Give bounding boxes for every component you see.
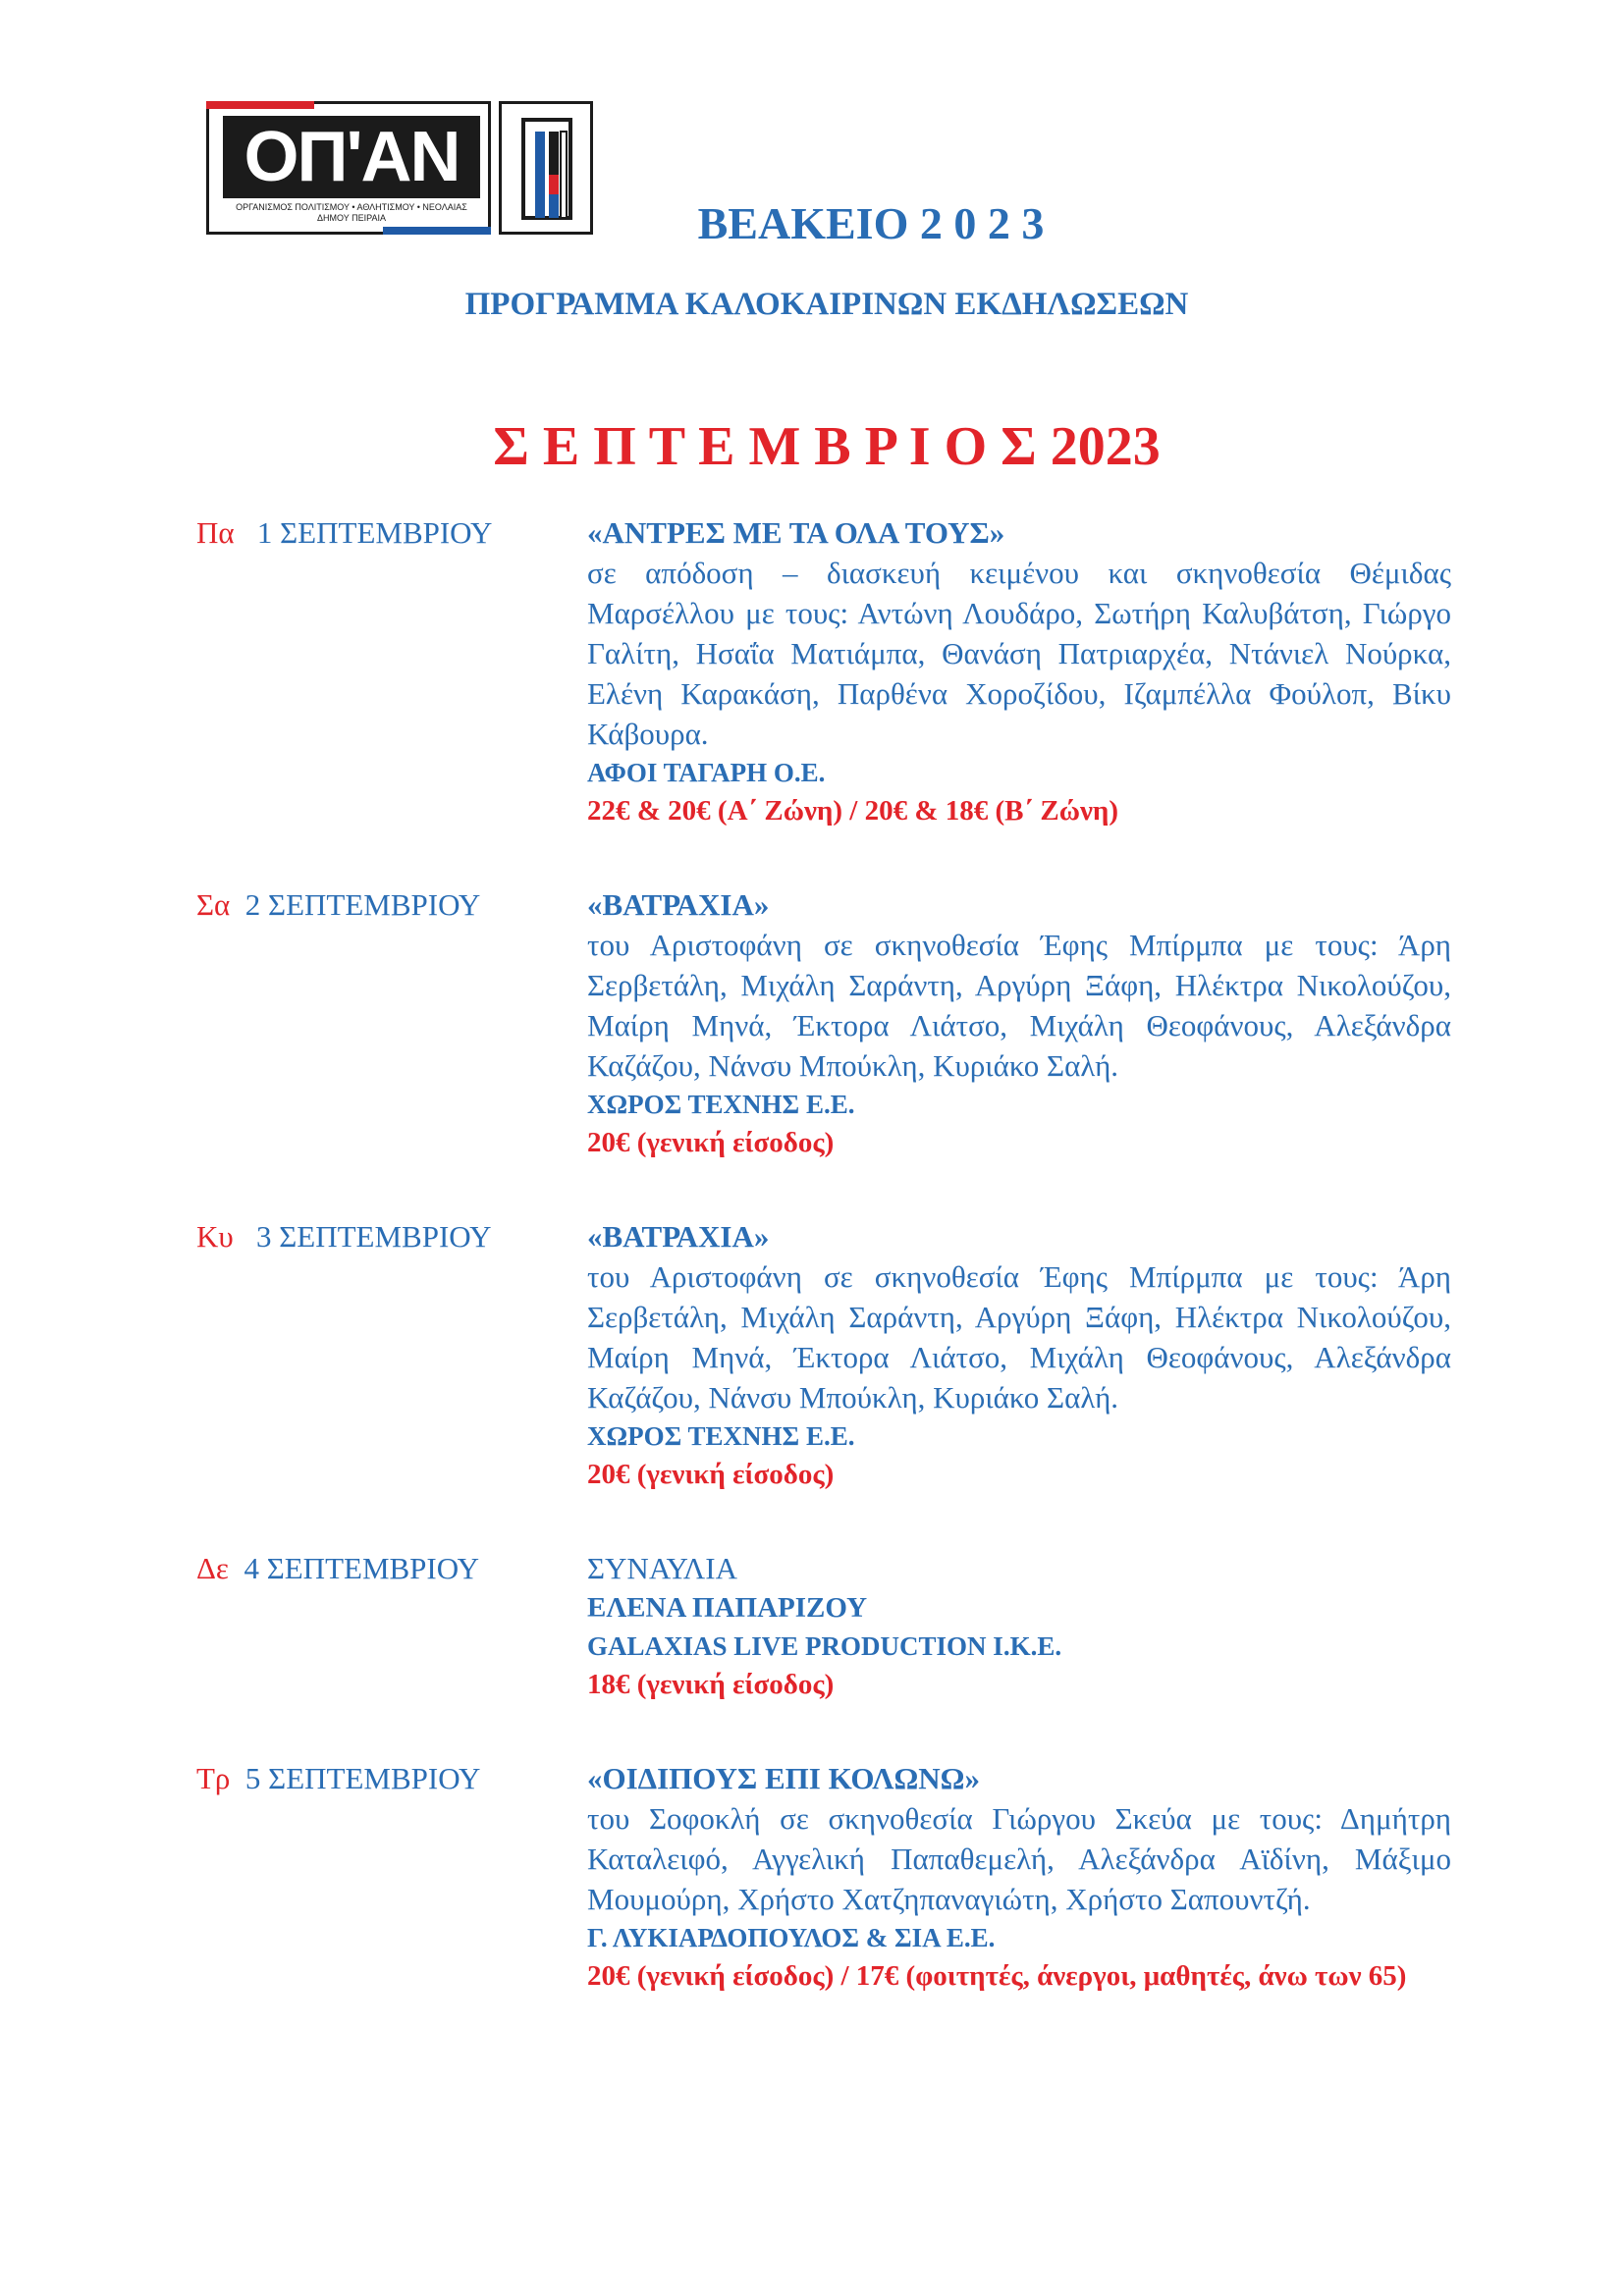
logo-red-accent xyxy=(206,101,314,109)
event-list xyxy=(196,512,1453,2050)
event-date xyxy=(196,512,587,830)
event-description: του Αριστοφάνη σε σκηνοθεσία Έφης Μπίρμπα με τους: Άρη Σερβετάλη, Μιχάλη Σαράντη, Αργύρη Ξάφη, Ηλέκτρα Νικολούζου, Μαίρη Μηνά, Έκτορα Λιάτσο, Μιχάλη Θεοφάνους, Αλεξάνδρα Καζάζου, Νάνσυ Μπούκλη, Κυριάκο Σαλή. xyxy=(587,928,1451,1083)
event-date xyxy=(196,1758,587,1996)
event-details xyxy=(587,884,1451,1162)
event-title: ΣΥΝΑΥΛΙΑ xyxy=(587,1551,737,1585)
event-description: σε απόδοση – διασκευή κειμένου και σκηνοθεσία Θέμιδας Μαρσέλλου με τους: Αντώνη Λουδάρο, Σωτήρη Καλυβάτση, Γιώργο Γαλίτη, Ησαΐα Ματιάμπα, Θανάση Πατριαρχέα, Ντάνιελ Νούρκα, Ελένη Καρακάση, Παρθένα Χοροζίδου, Ιζαμπέλλα Φούλοπ, Βίκυ Κάβουρα. xyxy=(587,556,1451,751)
event-performer: ΕΛΕΝΑ ΠΑΠΑΡΙΖΟΥ xyxy=(587,1592,868,1624)
event-title: «ΑΝΤΡΕΣ ΜΕ ΤΑ ΟΛΑ ΤΟΥΣ» xyxy=(587,515,1005,550)
event-day-of-week: Κυ xyxy=(196,1219,234,1254)
event-price: 20€ (γενική είσοδος) xyxy=(587,1127,835,1158)
event-producer: ΑΦΟΙ ΤΑΓΑΡΗ Ο.Ε. xyxy=(587,758,826,787)
event-description: του Σοφοκλή σε σκηνοθεσία Γιώργου Σκεύα με τους: Δημήτρη Καταλειφό, Αγγελική Παπαθεμελή, Αλεξάνδρα Αϊδίνη, Μάξιμο Μουμούρη, Χρήστο Χατζηπαναγιώτη, Χρήστο Σαπουντζή. xyxy=(587,1801,1451,1916)
event-day-of-week: Δε xyxy=(196,1551,229,1585)
event-details xyxy=(587,1548,1451,1704)
event-price: 22€ & 20€ (Α΄ Ζώνη) / 20€ & 18€ (Β΄ Ζώνη) xyxy=(587,795,1119,827)
event-description: του Αριστοφάνη σε σκηνοθεσία Έφης Μπίρμπα με τους: Άρη Σερβετάλη, Μιχάλη Σαράντη, Αργύρη Ξάφη, Ηλέκτρα Νικολούζου, Μαίρη Μηνά, Έκτορα Λιάτσο, Μιχάλη Θεοφάνους, Αλεξάνδρα Καζάζου, Νάνσυ Μπούκλη, Κυριάκο Σαλή. xyxy=(587,1259,1451,1415)
event-price: 20€ (γενική είσοδος) / 17€ (φοιτητές, άνεργοι, μαθητές, άνω των 65) xyxy=(587,1960,1407,1992)
event-item xyxy=(196,884,1453,1162)
event-item xyxy=(196,1758,1453,1996)
event-title: «ΒΑΤΡΑΧΙΑ» xyxy=(587,1219,770,1254)
event-day-of-week: Τρ xyxy=(196,1761,231,1795)
event-details xyxy=(587,1216,1451,1494)
event-title: «ΟΙΔΙΠΟΥΣ ΕΠΙ ΚΟΛΩΝΩ» xyxy=(587,1761,980,1795)
event-date xyxy=(196,1216,587,1494)
event-item xyxy=(196,512,1453,830)
event-day-of-week: Πα xyxy=(196,515,235,550)
event-title: «ΒΑΤΡΑΧΙΑ» xyxy=(587,887,770,922)
event-date-text: 3 ΣΕΠΤΕΜΒΡΙΟΥ xyxy=(256,1219,492,1254)
event-producer: ΧΩΡΟΣ ΤΕΧΝΗΣ Ε.Ε. xyxy=(587,1421,855,1451)
event-producer: Γ. ΛΥΚΙΑΡΔΟΠΟΥΛΟΣ & ΣΙΑ Ε.Ε. xyxy=(587,1923,996,1952)
event-producer: GALAXIAS LIVE PRODUCTION I.K.E. xyxy=(587,1631,1062,1661)
event-details xyxy=(587,1758,1451,1996)
page-subtitle: ΠΡΟΓΡΑΜΜΑ ΚΑΛΟΚΑΙΡΙΝΩΝ ΕΚΔΗΛΩΣΕΩΝ xyxy=(464,287,1189,322)
event-details xyxy=(587,512,1451,830)
event-price: 20€ (γενική είσοδος) xyxy=(587,1459,835,1490)
event-day-of-week: Σα xyxy=(196,887,231,922)
event-item xyxy=(196,1548,1453,1704)
event-date-text: 4 ΣΕΠΤΕΜΒΡΙΟΥ xyxy=(244,1551,479,1585)
event-date-text: 2 ΣΕΠΤΕΜΒΡΙΟΥ xyxy=(244,887,481,922)
page-title: ΒΕΑΚΕΙΟ 2 0 2 3 xyxy=(697,198,1045,248)
event-producer: ΧΩΡΟΣ ΤΕΧΝΗΣ Ε.Ε. xyxy=(587,1090,855,1119)
event-date-text: 1 ΣΕΠΤΕΜΒΡΙΟΥ xyxy=(256,515,493,550)
event-item xyxy=(196,1216,1453,1494)
logo-subtitle: ΟΡΓΑΝΙΣΜΟΣ ΠΟΛΙΤΙΣΜΟΥ • ΑΘΛΗΤΙΣΜΟΥ • ΝΕΟΛΑΙΑΣ ΔΗΜΟΥ ΠΕΙΡΑΙΑ xyxy=(236,202,467,223)
event-price: 18€ (γενική είσοδος) xyxy=(587,1669,835,1700)
month-heading: Σ Ε Π Τ Ε Μ Β Ρ Ι Ο Σ 2023 xyxy=(493,416,1161,477)
event-date xyxy=(196,1548,587,1704)
logo-wordmark: ΟΠ'ΑΝ xyxy=(223,116,480,198)
event-date-text: 5 ΣΕΠΤΕΜΒΡΙΟΥ xyxy=(244,1761,481,1795)
event-date xyxy=(196,884,587,1162)
